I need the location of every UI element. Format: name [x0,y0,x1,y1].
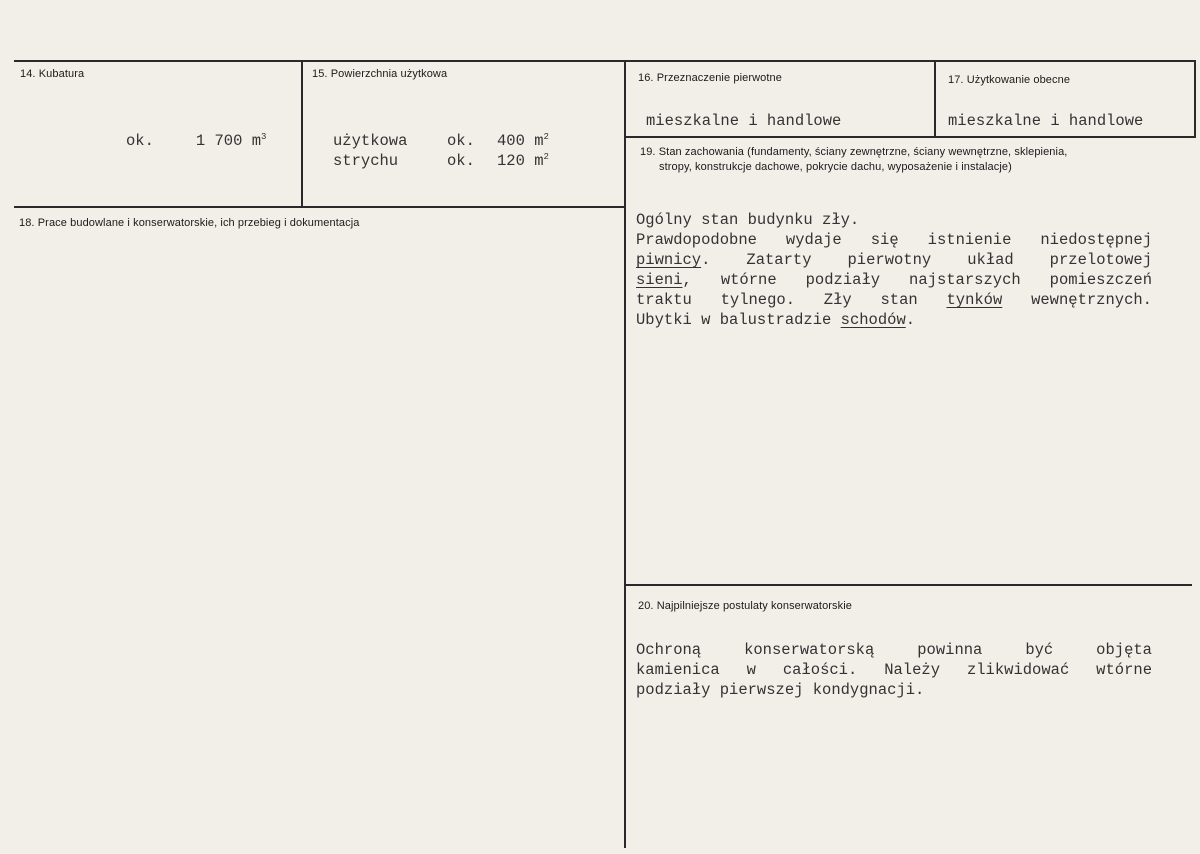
field-18-label: 18. Prace budowlane i konserwatorskie, ich przebieg i dokumentacja [19,217,360,229]
field-14-value [126,132,266,150]
field-19-line-4-rest: , wtórne podziały najstarszych pomieszczeń [682,271,1152,289]
field-19-underlined-schodow: schodów [840,311,906,329]
field-19-line-2: Prawdopodobne wydaje się istnienie niedostępnej [636,231,1152,249]
field-19-line-6-start: Ubytki w balustradzie [636,311,841,329]
field-20-label: 20. Najpilniejsze postulaty konserwatorskie [638,600,853,612]
field-20-line-2: kamienica w całości. Należy zlikwidować wtórne [636,661,1152,679]
field-15-row-usable-exponent: 2 [543,131,549,142]
field-19-line-1: Ogólny stan budynku zły. [636,211,860,229]
field-14-number: 1 700 m [195,132,262,150]
divider-center [624,60,626,848]
field-19-text [636,210,1152,330]
field-15-label: 15. Powierzchnia użytkowa [312,68,448,80]
field-19-line-6 [636,310,1152,330]
field-15-row-attic-exponent: 2 [543,151,549,162]
divider-14-15 [301,60,303,207]
field-15-row-usable-value: 400 m [497,132,544,150]
field-20-text [636,640,1152,700]
field-14-prefix: ok. [126,132,154,150]
field-16-value: mieszkalne i handlowe [646,112,842,130]
field-19-line-5 [636,290,1152,310]
rule-below-16-17 [626,136,1196,138]
field-19-line-3-rest: . Zatarty pierwotny układ przelotowej [701,251,1152,269]
field-15-row-usable-prefix: ok. [447,132,475,150]
rule-below-14-15 [14,206,626,208]
field-17-value: mieszkalne i handlowe [948,112,1144,130]
field-20-line-3: podziały pierwszej kondygnacji. [636,681,925,699]
right-edge-16-17 [1194,60,1196,137]
field-14-label: 14. Kubatura [20,68,85,80]
field-15-row-usable [333,132,549,150]
field-17-label: 17. Użytkowanie obecne [948,74,1071,86]
field-19-line-4 [636,270,1152,290]
field-15-row-usable-name: użytkowa [333,132,408,150]
field-14-unit-exponent: 3 [261,131,267,142]
field-15-row-attic-value: 120 m [497,152,544,170]
field-20-line-1: Ochroną konserwatorską powinna być objęta [636,641,1152,659]
rule-above-20 [624,584,1192,586]
field-15-row-attic-name: strychu [333,152,399,170]
field-19-underlined-sieni: sieni [636,271,683,289]
field-19-underlined-tynkow: tynków [946,291,1003,309]
field-19-label-line1: 19. Stan zachowania (fundamenty, ściany zewnętrzne, ściany wewnętrzne, sklepienia, [640,146,1068,158]
divider-16-17 [934,60,936,137]
field-19-line-6-rest: . [905,311,916,329]
field-15-row-attic [333,152,549,170]
field-16-label: 16. Przeznaczenie pierwotne [638,72,782,84]
field-19-line-5-rest: wewnętrznych. [1002,291,1152,309]
field-19-line-3 [636,250,1152,270]
field-19-line-5-start: traktu tylnego. Zły stan [636,291,947,309]
field-15-row-attic-prefix: ok. [447,152,475,170]
field-19-label-line2: stropy, konstrukcje dachowe, pokrycie dachu, wyposażenie i instalacje) [659,161,1012,173]
top-rule [14,60,1196,62]
field-19-underlined-piwnicy: piwnicy [636,251,702,269]
